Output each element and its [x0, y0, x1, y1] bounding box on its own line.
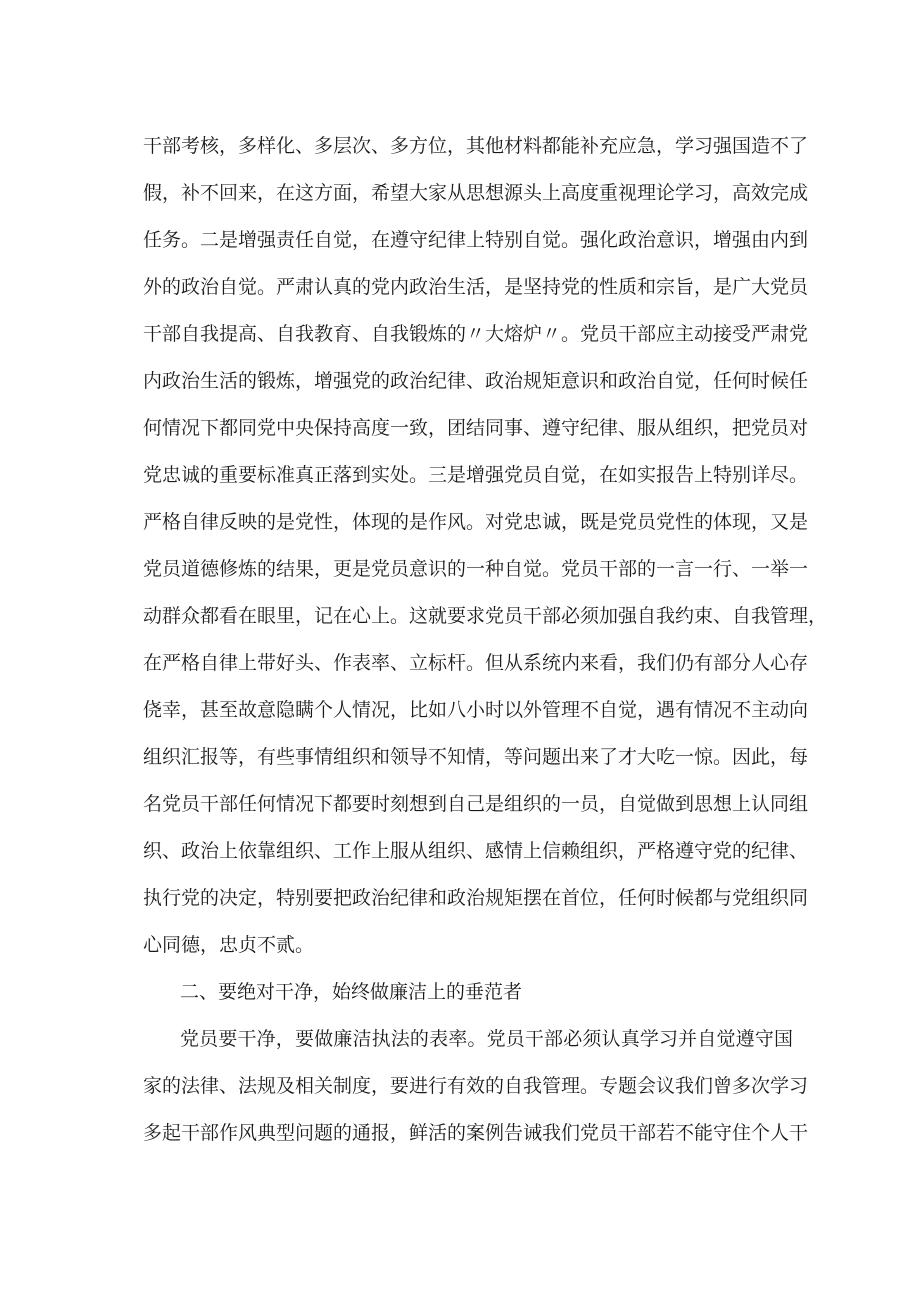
paragraph-line: 党忠诚的重要标准真正落到实处。三是增强党员自觉，在如实报告上特别详尽。	[143, 464, 809, 486]
paragraph-line: 多起干部作风典型问题的通报，鲜活的案例告诫我们党员干部若不能守住个人干	[143, 1122, 809, 1144]
paragraph-line: 严格自律反映的是党性，体现的是作风。对党忠诚，既是党员党性的体现，又是	[143, 511, 809, 533]
paragraph-line: 家的法律、法规及相关制度，要进行有效的自我管理。专题会议我们曾多次学习	[143, 1075, 809, 1097]
paragraph-line: 假，补不回来，在这方面，希望大家从思想源头上高度重视理论学习，高效完成	[143, 182, 809, 204]
paragraph-line: 党员道德修炼的结果，更是党员意识的一种自觉。党员干部的一言一行、一举一	[143, 558, 809, 580]
paragraph-line: 侥幸，甚至故意隐瞒个人情况，比如八小时以外管理不自觉，遇有情况不主动向	[143, 699, 809, 721]
paragraph-line: 内政治生活的锻炼，增强党的政治纪律、政治规矩意识和政治自觉，任何时候任	[143, 370, 809, 392]
paragraph-line: 党员要干净，要做廉洁执法的表率。党员干部必须认真学习并自觉遵守国	[180, 1028, 793, 1050]
paragraph-line: 在严格自律上带好头、作表率、立标杆。但从系统内来看，我们仍有部分人心存	[143, 652, 809, 674]
paragraph-line: 组织汇报等，有些事情组织和领导不知情，等问题出来了才大吃一惊。因此，每	[143, 746, 809, 768]
paragraph-line: 外的政治自觉。严肃认真的党内政治生活，是坚持党的性质和宗旨，是广大党员	[143, 276, 809, 298]
paragraph-line: 干部自我提高、自我教育、自我锻炼的〃大熔炉〃。党员干部应主动接受严肃党	[143, 323, 809, 345]
section-heading: 二、要绝对干净，始终做廉洁上的垂范者	[180, 981, 523, 1003]
paragraph-line: 任务。二是增强责任自觉，在遵守纪律上特别自觉。强化政治意识，增强由内到	[143, 229, 809, 251]
paragraph-line: 何情况下都同党中央保持高度一致，团结同事、遵守纪律、服从组织，把党员对	[143, 417, 809, 439]
document-body	[143, 123, 828, 1157]
paragraph-line: 心同德，忠贞不贰。	[143, 934, 315, 956]
paragraph-line: 名党员干部任何情况下都要时刻想到自己是组织的一员，自觉做到思想上认同组	[143, 793, 809, 815]
paragraph-line: 动群众都看在眼里，记在心上。这就要求党员干部必须加强自我约束、自我管理，	[143, 605, 828, 627]
paragraph-line: 织、政治上依靠组织、工作上服从组织、感情上信赖组织，严格遵守党的纪律、	[143, 840, 809, 862]
paragraph-line: 执行党的决定，特别要把政治纪律和政治规矩摆在首位，任何时候都与党组织同	[143, 887, 809, 909]
paragraph-line: 干部考核，多样化、多层次、多方位，其他材料都能补充应急，学习强国造不了	[143, 135, 809, 157]
